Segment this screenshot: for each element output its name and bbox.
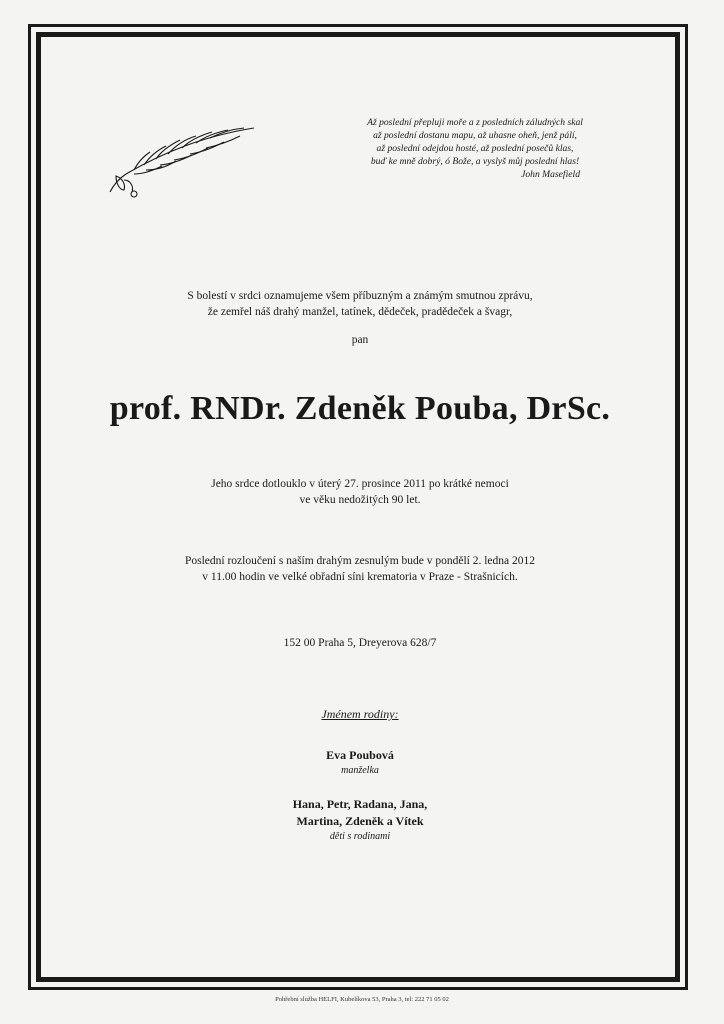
salutation: pan (351, 334, 369, 346)
announcement-line: že zemřel náš drahý manžel, tatínek, dědeček, pradědeček a švagr, (207, 306, 513, 318)
death-notice (40, 476, 680, 508)
announcement-line: S bolestí v srdci oznamujeme všem příbuzným a známým smutnou zprávu, (187, 290, 533, 302)
poem-line: až poslední odejdou hosté, až poslední posečů klas, (376, 143, 574, 154)
funeral-notice (40, 553, 680, 585)
poem-line: až poslední dostanu mapu, až uhasne oheň, jenž pálí, (373, 130, 577, 141)
poem-author: John Masefield (521, 169, 580, 180)
family-heading: Jménem rodiny: (321, 707, 399, 721)
funeral-line: Poslední rozloučení s naším drahým zesnulým bude v pondělí 2. ledna 2012 (184, 555, 536, 567)
family-address: 152 00 Praha 5, Dreyerova 628/7 (283, 637, 437, 649)
children-line: Hana, Petr, Radana, Jana, (292, 797, 428, 811)
funeral-service-footer: Pohřební služba HELFI, Kubelíkova 53, Praha 3, tel: 222 71 05 02 (275, 996, 449, 1003)
poem (330, 116, 620, 181)
children-names (40, 796, 680, 830)
widow-role: manželka (341, 765, 379, 776)
palm-branch-icon (104, 118, 258, 200)
poem-line: buď ke mně dobrý, ó Bože, a vyslyš můj poslední hlas! (370, 156, 580, 167)
poem-line: Až poslední přepluji moře a z posledních záludných skal (367, 117, 583, 128)
children-role: děti s rodinami (329, 831, 391, 842)
death-line: Jeho srdce dotlouklo v úterý 27. prosince 2011 po krátké nemoci (211, 478, 509, 490)
widow-name: Eva Poubová (326, 748, 394, 762)
announcement (40, 288, 680, 320)
death-line: ve věku nedožitých 90 let. (299, 494, 421, 506)
children-line: Martina, Zdeněk a Vítek (296, 814, 424, 828)
deceased-name: prof. RNDr. Zdeněk Pouba, DrSc. (109, 390, 611, 427)
funeral-line: v 11.00 hodin ve velké obřadní síni krematoria v Praze - Strašnicích. (202, 571, 518, 583)
